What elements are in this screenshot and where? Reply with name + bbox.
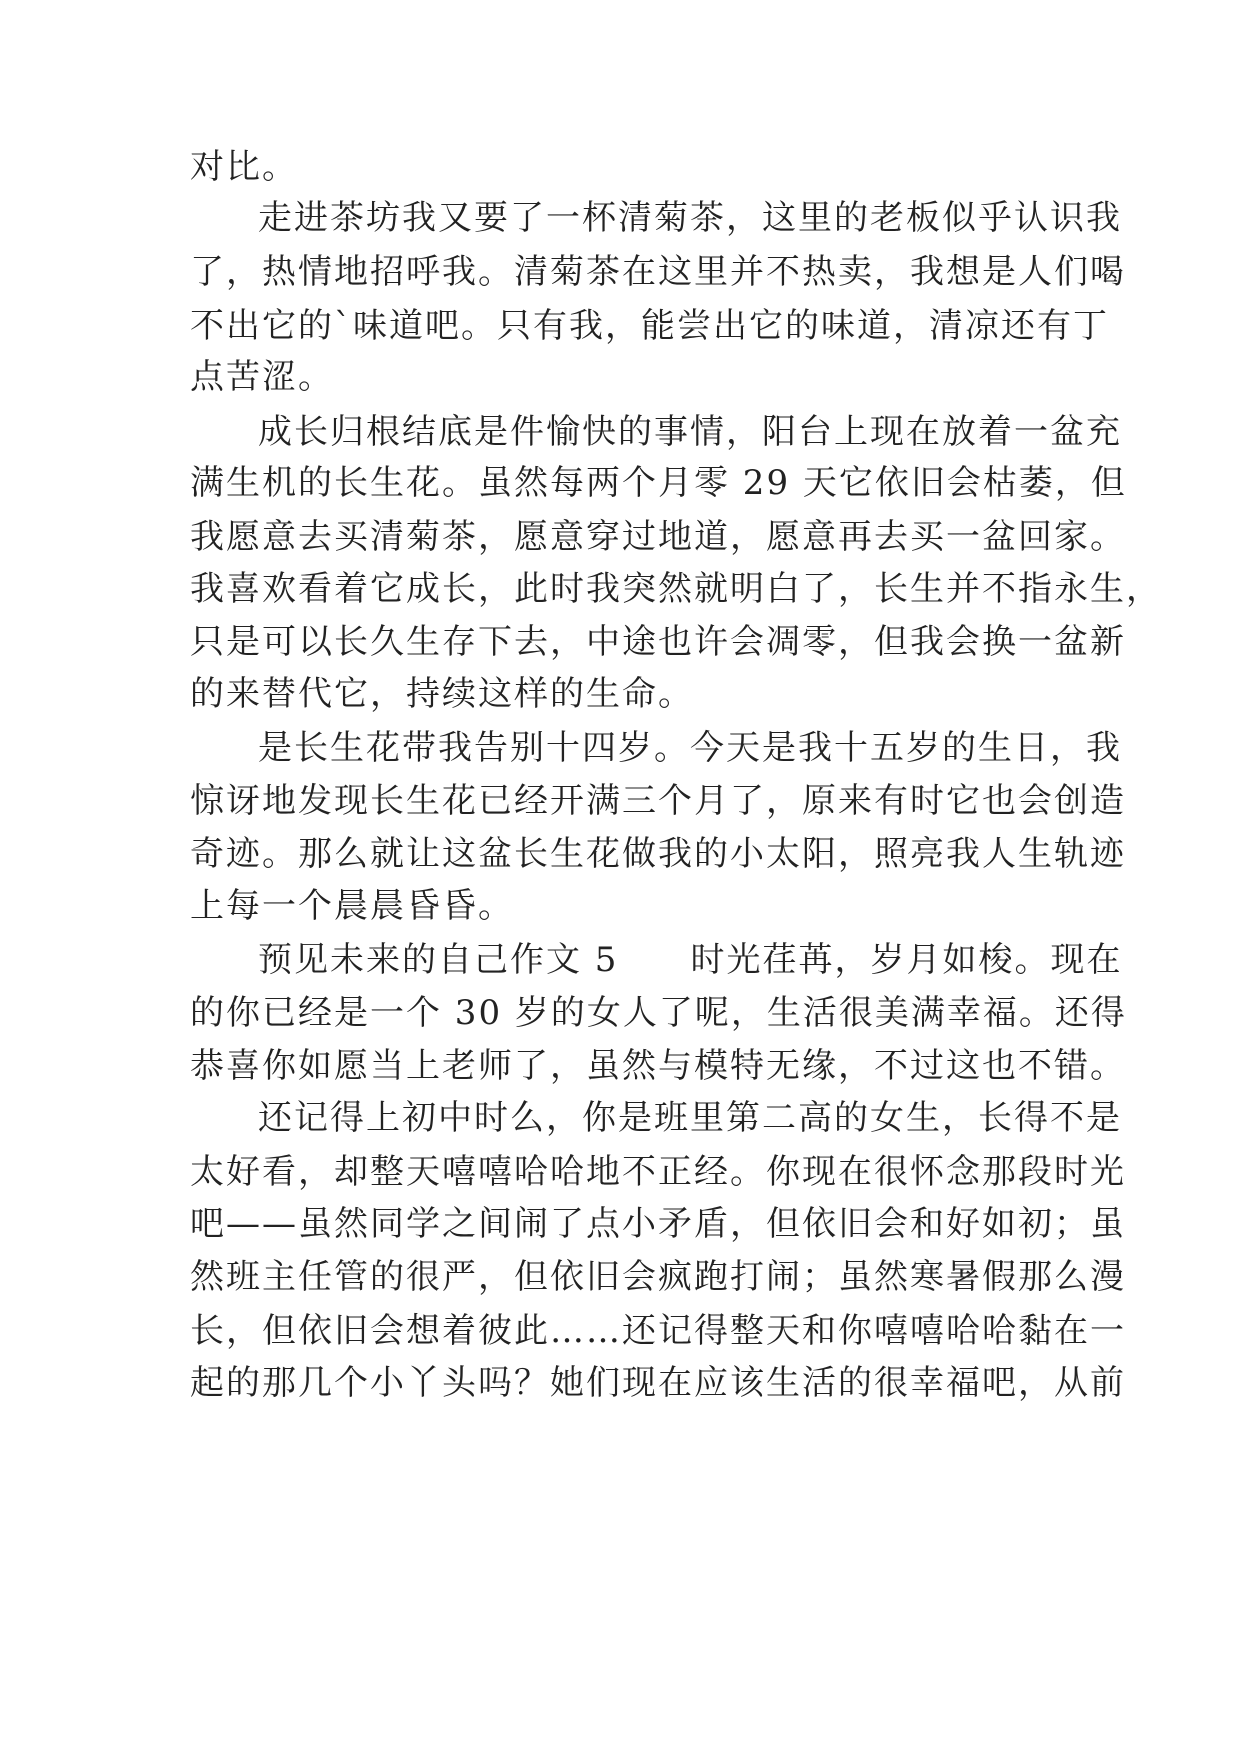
text-line: 了，热情地招呼我。清菊茶在这里并不热卖，我想是人们喝 [190,252,1126,292]
text-line: 上每一个晨晨昏昏。 [190,886,514,926]
paragraph-start-line: 成长归根结底是件愉快的事情，阳台上现在放着一盆充 [258,412,1122,452]
text-line: 我愿意去买清菊茶，愿意穿过地道，愿意再去买一盆回家。 [190,517,1126,557]
text-line: 然班主任管的很严，但依旧会疯跑打闹；虽然寒暑假那么漫 [190,1257,1126,1297]
text-line: 恭喜你如愿当上老师了，虽然与模特无缘，不过这也不错。 [190,1046,1126,1086]
text-line: 奇迹。那么就让这盆长生花做我的小太阳，照亮我人生轨迹 [190,834,1126,874]
text-line: 的来替代它，持续这样的生命。 [190,674,694,714]
text-line: 太好看，却整天嘻嘻哈哈地不正经。你现在很怀念那段时光 [190,1152,1126,1192]
paragraph-start-line: 走进茶坊我又要了一杯清菊茶，这里的老板似乎认识我 [258,198,1122,238]
text-line: 惊讶地发现长生花已经开满三个月了，原来有时它也会创造 [190,781,1126,821]
paragraph-start-line: 是长生花带我告别十四岁。今天是我十五岁的生日，我 [258,728,1122,768]
text-line: 不出它的`味道吧。只有我，能尝出它的味道，清凉还有丁 [190,306,1109,346]
text-line: 满生机的长生花。虽然每两个月零 29 天它依旧会枯萎，但 [190,463,1127,503]
text-line: 只是可以长久生存下去，中途也许会凋零，但我会换一盆新 [190,622,1126,662]
text-line: 长，但依旧会想着彼此……还记得整天和你嘻嘻哈哈黏在一 [190,1311,1126,1351]
text-line: 我喜欢看着它成长，此时我突然就明白了，长生并不指永生， [190,569,1162,609]
text-line: 点苦涩。 [190,357,334,397]
text-line: 对比。 [190,147,298,187]
text-line: 吧——虽然同学之间闹了点小矛盾，但依旧会和好如初；虽 [190,1204,1126,1244]
text-line: 起的那几个小丫头吗？她们现在应该生活的很幸福吧，从前 [190,1363,1126,1403]
paragraph-start-line: 还记得上初中时么，你是班里第二高的女生，长得不是 [258,1098,1122,1138]
text-line: 的你已经是一个 30 岁的女人了呢，生活很美满幸福。还得 [190,993,1127,1033]
paragraph-start-line: 预见未来的自己作文 5 时光荏苒，岁月如梭。现在 [258,940,1123,980]
